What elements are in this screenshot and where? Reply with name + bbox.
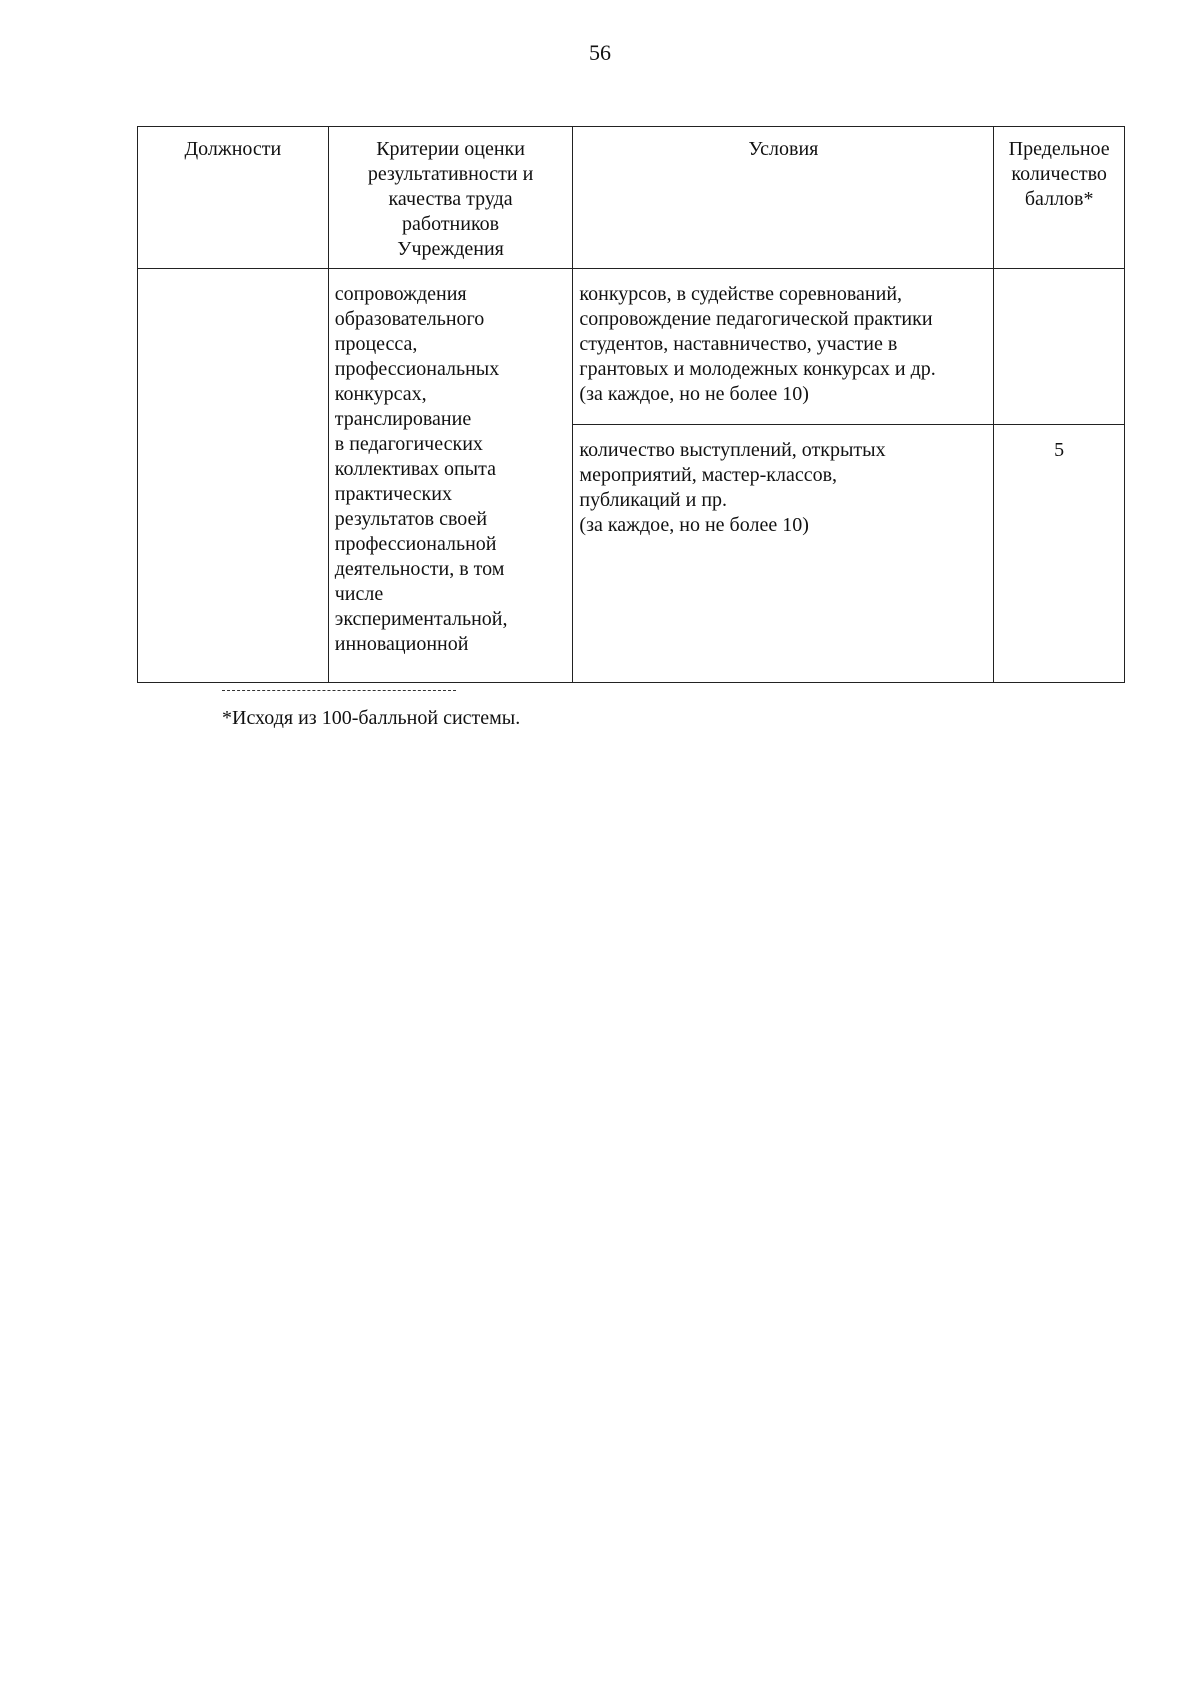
footnote: *Исходя из 100-балльной системы. <box>222 707 521 729</box>
footnote-divider <box>222 690 456 691</box>
header-max-points: Предельное количество баллов* <box>994 127 1125 269</box>
cell-criteria: сопровождения образовательного процесса, профессиональных конкурсах, транслирование в педагогических коллективах опыта практических результатов своей профессиональной деятельности, в том числе экспериментальной, инновационной <box>328 269 573 683</box>
header-positions: Должности <box>138 127 329 269</box>
table-row <box>138 269 1125 425</box>
cell-conditions: количество выступлений, открытых мероприятий, мастер-классов, публикаций и пр. (за каждое, но не более 10) <box>573 425 994 683</box>
cell-position <box>138 269 329 683</box>
header-criteria: Критерии оценки результативности и качества труда работников Учреждения <box>328 127 573 269</box>
cell-conditions: конкурсов, в судействе соревнований, сопровождение педагогической практики студентов, наставничество, участие в грантовых и молодежных конкурсах и др. (за каждое, но не более 10) <box>573 269 994 425</box>
cell-points: 5 <box>994 425 1125 683</box>
table-header-row <box>138 127 1125 269</box>
header-conditions: Условия <box>573 127 994 269</box>
criteria-table <box>137 126 1125 683</box>
page-number: 56 <box>589 40 611 65</box>
cell-points <box>994 269 1125 425</box>
